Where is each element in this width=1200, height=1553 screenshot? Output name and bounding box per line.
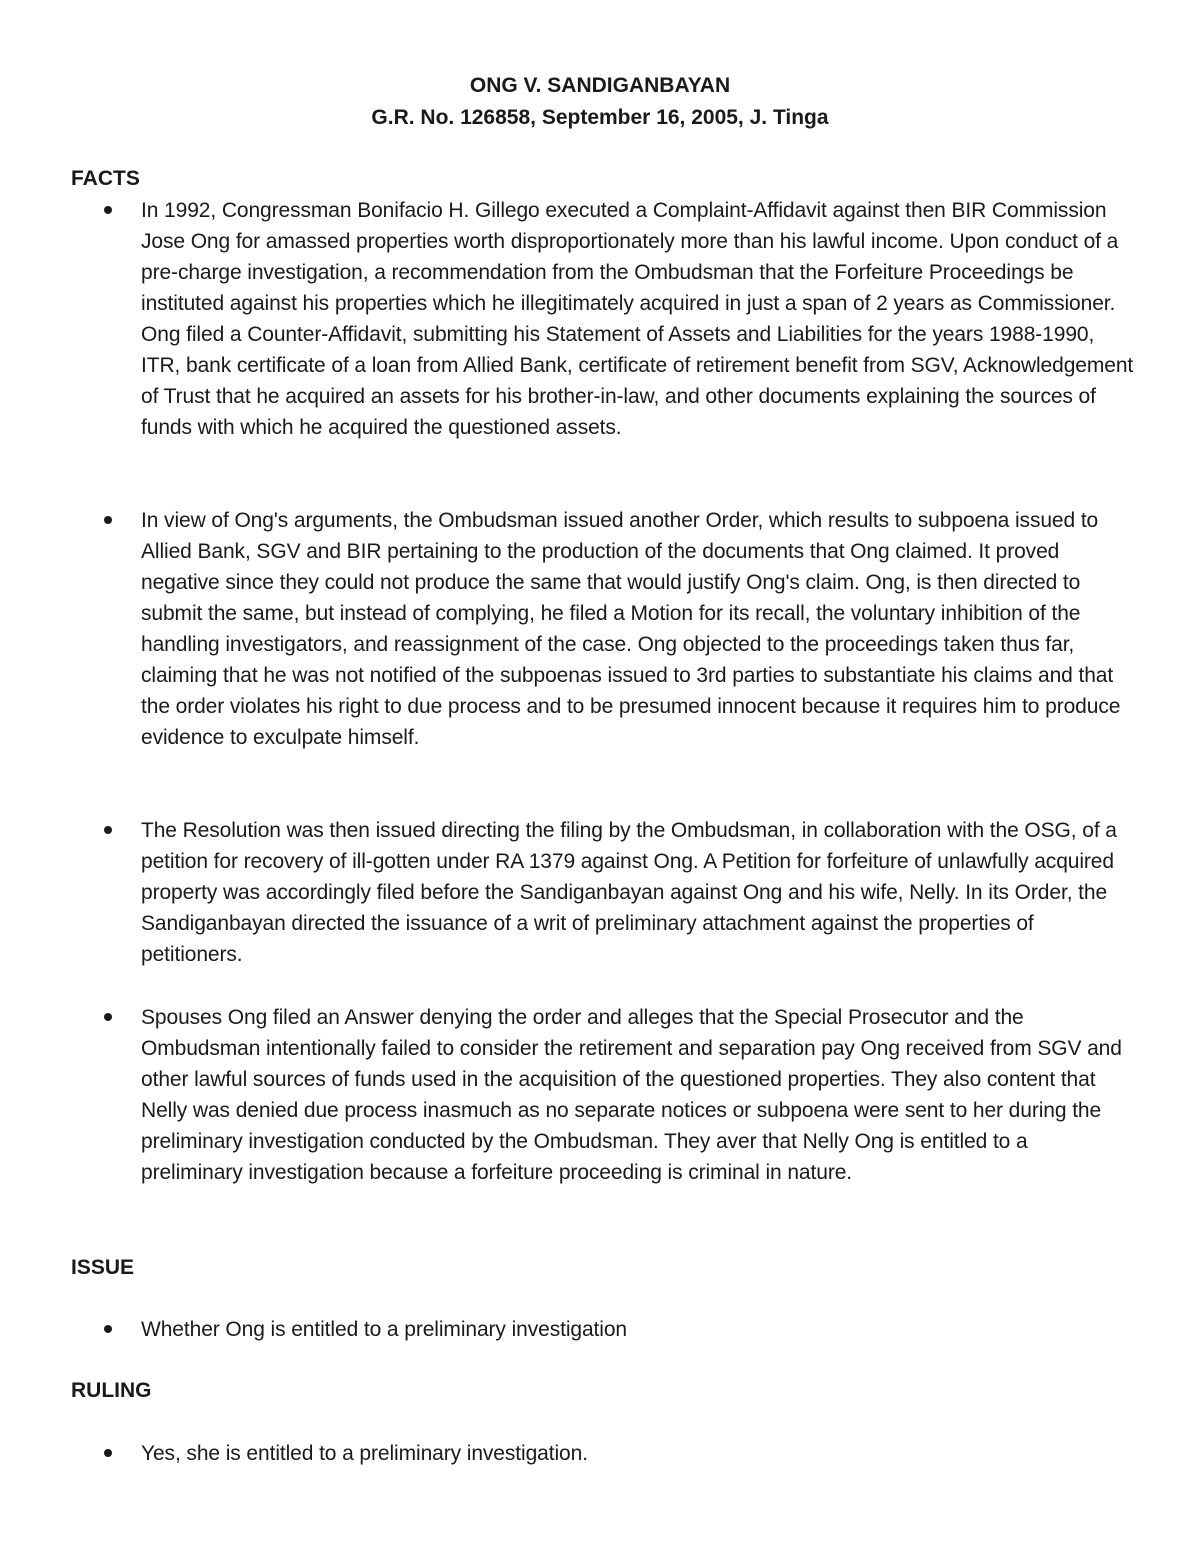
title-block <box>0 70 1200 134</box>
issue-item-text: Whether Ong is entitled to a preliminary investigation <box>141 1318 628 1341</box>
facts-item-1 <box>104 195 1134 443</box>
facts-item-4 <box>104 1002 1134 1188</box>
bullet-icon <box>104 1325 112 1333</box>
facts-item-text: In view of Ong's arguments, the Ombudsman issued another Order, which results to subpoena issued to Allied Bank, SGV and BIR pertaining to the production of the documents that Ong claimed. It proved negative since they could not produce the same that would justify Ong's claim. Ong, is then directed to submit the same, but instead of complying, he filed a Motion for its recall, the voluntary inhibition of the handling investigators, and reassignment of the case. Ong objected to the proceedings taken thus far, claiming that he was not notified of the subpoenas issued to 3rd parties to substantiate his claims and that the order violates his right to due process and to be presumed innocent because it requires him to produce evidence to exculpate himself. <box>141 509 1121 749</box>
bullet-icon <box>104 516 112 524</box>
bullet-icon <box>104 1013 112 1021</box>
facts-item-text: The Resolution was then issued directing the filing by the Ombudsman, in collaboration with the OSG, of a petition for recovery of ill-gotten under RA 1379 against Ong. A Petition for forfeiture of unlawfully acquired property was accordingly filed before the Sandiganbayan against Ong and his wife, Nelly. In its Order, the Sandiganbayan directed the issuance of a writ of preliminary attachment against the properties of petitioners. <box>141 819 1117 966</box>
bullet-icon <box>104 1449 112 1457</box>
issue-item-1 <box>104 1314 1134 1345</box>
facts-item-text: Spouses Ong filed an Answer denying the order and alleges that the Special Prosecutor and the Ombudsman intentionally failed to consider the retirement and separation pay Ong received from SGV and other lawful sources of funds used in the acquisition of the questioned properties. They also content that Nelly was denied due process inasmuch as no separate notices or subpoena were sent to her during the preliminary investigation conducted by the Ombudsman. They aver that Nelly Ong is entitled to a preliminary investigation because a forfeiture proceeding is criminal in nature. <box>141 1006 1122 1184</box>
ruling-heading: RULING <box>71 1379 152 1402</box>
facts-heading: FACTS <box>71 167 140 190</box>
bullet-icon <box>104 826 112 834</box>
facts-item-3 <box>104 815 1134 970</box>
case-citation: G.R. No. 126858, September 16, 2005, J. Tinga <box>371 106 829 129</box>
issue-heading: ISSUE <box>71 1256 135 1279</box>
ruling-item-text: Yes, she is entitled to a preliminary investigation. <box>141 1442 588 1465</box>
case-title: ONG V. SANDIGANBAYAN <box>469 74 731 97</box>
facts-item-text: In 1992, Congressman Bonifacio H. Gillego executed a Complaint-Affidavit against then BIR Commission Jose Ong for amassed properties worth disproportionately more than his lawful income. Upon conduct of a pre-charge investigation, a recommendation from the Ombudsman that the Forfeiture Proceedings be instituted against his properties which he illegitimately acquired in just a span of 2 years as Commissioner. Ong filed a Counter-Affidavit, submitting his Statement of Assets and Liabilities for the years 1988-1990, ITR, bank certificate of a loan from Allied Bank, certificate of retirement benefit from SGV, Acknowledgement of Trust that he acquired an assets for his brother-in-law, and other documents explaining the sources of funds with which he acquired the questioned assets. <box>141 199 1134 439</box>
facts-item-2 <box>104 505 1134 753</box>
bullet-icon <box>104 206 112 214</box>
ruling-item-1 <box>104 1438 1134 1469</box>
